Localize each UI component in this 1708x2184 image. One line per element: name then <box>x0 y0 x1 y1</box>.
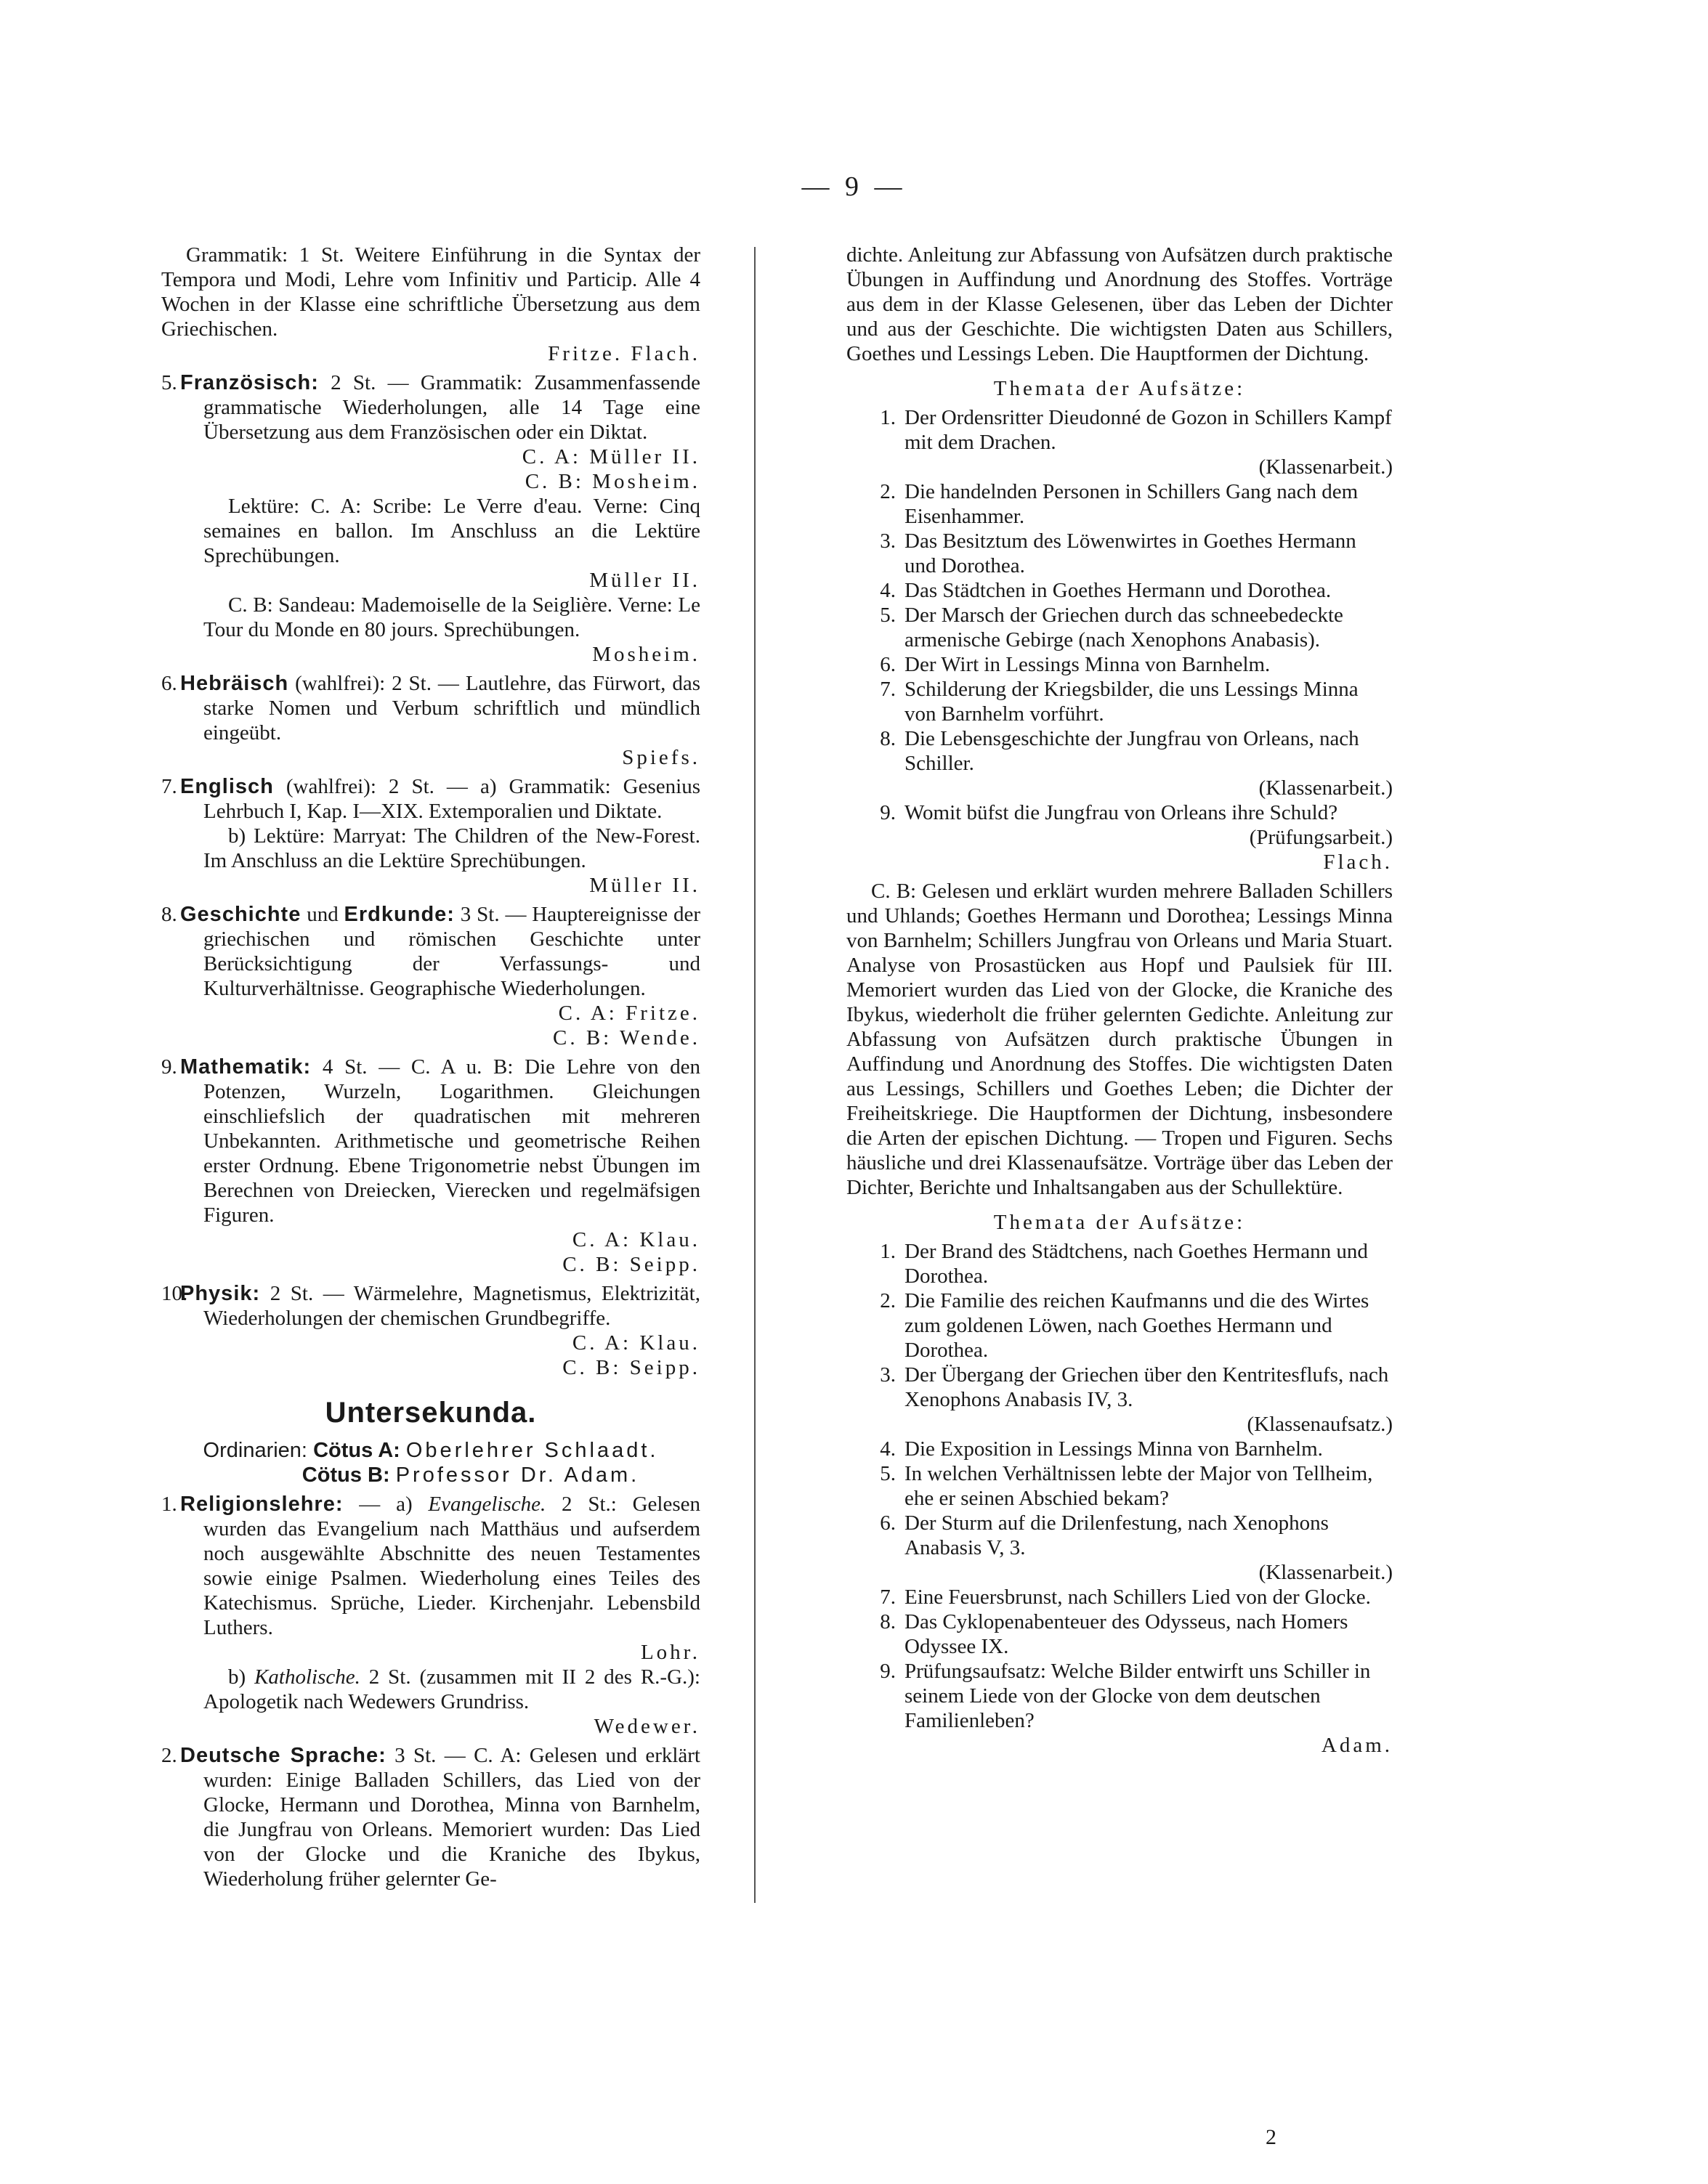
section-heading: Englisch <box>180 775 274 798</box>
section-heading: Französisch: <box>180 371 319 394</box>
essay-title: Der Sturm auf die Drilenfestung, nach Xenophons Anabasis V, 3. <box>904 1511 1329 1559</box>
essay-note: (Klassenarbeit.) <box>1258 455 1393 479</box>
signature-mark: 2 <box>1266 2125 1276 2149</box>
teacher-name: Müller II. <box>589 569 700 592</box>
section-subheading: Katholische. <box>254 1665 360 1689</box>
section-number: 9. <box>161 1055 177 1079</box>
section-text: b) <box>228 1665 255 1689</box>
essay-number: 7. <box>880 678 896 701</box>
teacher-name: C. B: Wende. <box>552 1026 700 1050</box>
section-text: (wahlfrei): 2 St. — Lautlehre, das Fürwort, das starke Nomen und Verbum schriftlich und mündlich eingeübt. <box>203 672 700 744</box>
essay-item <box>846 1585 1393 1609</box>
grammatik-paragraph: Grammatik: 1 St. Weitere Einführung in die Syntax der Tempora und Modi, Lehre vom Infinitiv und Particip. Alle 4 Wochen in der Klasse eine schriftliche Übersetzung aus dem Griechischen. <box>161 243 700 341</box>
essay-title: Der Ordensritter Dieudonné de Gozon in Schillers Kampf mit dem Drachen. <box>904 406 1392 454</box>
essay-item <box>846 479 1393 529</box>
coetus-a-value: Oberlehrer Schlaadt. <box>405 1439 659 1462</box>
essay-item <box>846 405 1393 479</box>
essay-title: Der Brand des Städtchens, nach Goethes Hermann und Dorothea. <box>904 1240 1368 1288</box>
teacher-name: C. A: Fritze. <box>558 1002 700 1025</box>
essay-title: In welchen Verhältnissen lebte der Major von Tellheim, ehe er seinen Abschied bekam? <box>904 1462 1373 1510</box>
essay-number: 4. <box>880 579 896 602</box>
teacher-name: Mosheim. <box>592 643 700 666</box>
essay-number: 2. <box>880 1289 896 1312</box>
deutsch-continuation: dichte. Anleitung zur Abfassung von Aufsätzen durch praktische Übungen in Auffindung und Anordnung des Stoffes. Vorträge aus dem in der Klasse Gelesenen, über das Leben der Dichter und aus der Geschichte. Die wichtigsten Daten aus Schillers, Goethes und Lessings Leben. Die Hauptformen der Dichtung. <box>846 243 1393 365</box>
section-text: 2 St. (zusammen mit II 2 des R.-G.): Apologetik nach Wedewers Grundriss. <box>203 1665 700 1713</box>
englisch-lektuere: b) Lektüre: Marryat: The Children of the New-Forest. Im Anschluss an die Lektüre Sprechübungen. <box>203 824 700 872</box>
section-heading: Erdkunde: <box>344 903 455 926</box>
teacher-name: Spiefs. <box>622 746 700 769</box>
themata-title: Themata der Aufsätze: <box>993 377 1246 400</box>
essay-item <box>846 603 1393 652</box>
essay-item <box>846 1288 1393 1363</box>
section-geschichte <box>161 902 700 1050</box>
page-number: — 9 — <box>801 171 907 202</box>
themata-title: Themata der Aufsätze: <box>993 1211 1246 1234</box>
section-heading: Geschichte <box>180 903 301 926</box>
essay-title: Die Familie des reichen Kaufmanns und die des Wirtes zum goldenen Löwen, nach Goethes Hermann und Dorothea. <box>904 1289 1369 1362</box>
lektuere-a: Lektüre: C. A: Scribe: Le Verre d'eau. Verne: Cinq semaines en ballon. Im Anschluss an die Lektüre Sprechübungen. <box>203 495 700 567</box>
section-number: 5. <box>161 371 177 394</box>
essay-note: (Klassenarbeit.) <box>1258 1561 1393 1584</box>
essay-title: Schilderung der Kriegsbilder, die uns Lessings Minna von Barnhelm vorführt. <box>904 678 1359 726</box>
section-heading: Physik: <box>180 1282 261 1305</box>
section-text: 2 St. — Wärmelehre, Magnetismus, Elektrizität, Wiederholungen der chemischen Grundbegriffe. <box>203 1282 700 1330</box>
teacher-name: C. A: Klau. <box>572 1228 700 1251</box>
section-franzoesisch <box>161 370 700 667</box>
coetus-b-label: Cötus B: <box>301 1464 390 1487</box>
coetus-a-label: Cötus A: <box>313 1439 400 1462</box>
section-religionslehre <box>161 1492 700 1739</box>
column-divider <box>754 247 756 1903</box>
essay-number: 3. <box>880 529 896 553</box>
essay-title: Das Cyklopenabenteuer des Odysseus, nach Homers Odyssee IX. <box>904 1610 1348 1658</box>
essay-item <box>846 1363 1393 1437</box>
section-number: 2. <box>161 1744 177 1767</box>
teacher-name: C. B: Mosheim. <box>525 470 700 493</box>
essay-number: 8. <box>880 1610 896 1633</box>
essay-number: 9. <box>880 1660 896 1683</box>
section-deutsche-sprache <box>161 1743 700 1891</box>
essay-number: 8. <box>880 727 896 750</box>
essay-number: 9. <box>880 801 896 824</box>
section-text: 3 St. — Hauptereignisse der griechischen und römischen Geschichte unter Berücksichtigung der Verfassungs- und Kulturverhältnisse. Geographische Wiederholungen. <box>203 903 700 1000</box>
essay-number: 3. <box>880 1363 896 1387</box>
essay-item <box>846 1659 1393 1733</box>
essay-item <box>846 677 1393 726</box>
ordinarien-label: Ordinarien: <box>203 1439 307 1462</box>
essay-item <box>846 529 1393 578</box>
coetus-b-deutsch: C. B: Gelesen und erklärt wurden mehrere Balladen Schillers und Uhlands; Goethes Hermann und Dorothea; Lessings Minna von Barnhelm; Schillers Jungfrau von Orleans und Maria Stuart. Analyse von Prosastücken aus Hopf und Paulsiek für III. Memoriert wurden das Lied von der Glocke, die Kraniche des Ibykus, wiederholt die früher gelernten Gedichte. Anleitung zur Abfassung von Aufsätzen durch praktische Übungen in Auffindung und Anordnung des Stoffes. Die wichtigsten Daten aus Lessings, Schillers und Goethes Leben; die Dichter der Freiheitskriege. Die Hauptformen der Dichtung, insbesondere die Arten der epischen Dichtung. — Tropen und Figuren. Sechs häusliche und drei Klassenaufsätze. Vorträge über das Leben der Dichter, Berichte und Inhaltsangaben aus der Schullektüre. <box>846 880 1393 1199</box>
essay-item <box>846 1461 1393 1511</box>
essay-item <box>846 652 1393 677</box>
section-number: 10. <box>161 1282 188 1305</box>
section-title-untersekunda: Untersekunda. <box>325 1397 537 1429</box>
essay-title: Der Marsch der Griechen durch das schneebedeckte armenische Gebirge (nach Xenophons Anabasis). <box>904 604 1343 651</box>
essay-number: 1. <box>880 406 896 429</box>
ordinarien <box>161 1438 700 1487</box>
section-text: 4 St. — C. A u. B: Die Lehre von den Potenzen, Wurzeln, Logarithmen. Gleichungen einschliefslich der quadratischen mit mehreren Unbekannten. Arithmetische und geometrische Reihen erster Ordnung. Ebene Trigonometrie nebst Übungen im Berechnen von Dreiecken, Vierecken und regelmäfsigen Figuren. <box>203 1055 700 1227</box>
section-heading: Religionslehre: <box>180 1493 344 1516</box>
teacher-name: Lohr. <box>640 1641 700 1664</box>
religion-katholisch <box>203 1665 700 1714</box>
section-number: 8. <box>161 903 177 926</box>
essay-title: Die handelnden Personen in Schillers Gang nach dem Eisenhammer. <box>904 480 1359 528</box>
essay-list <box>846 405 1393 850</box>
essay-title: Prüfungsaufsatz: Welche Bilder entwirft uns Schiller in seinem Liede von der Glocke von dem deutschen Familienleben? <box>904 1660 1371 1732</box>
teacher-name: Adam. <box>1321 1734 1393 1757</box>
section-text: 2 St.: Gelesen wurden das Evangelium nach Matthäus und aufserdem noch ausgewählte Abschnitte des neuen Testamentes sowie einige Psalmen. Wiederholung eines Teiles des Katechismus. Sprüche, Lieder. Kirchenjahr. Lebensbild Luthers. <box>203 1493 700 1639</box>
essay-item <box>846 1511 1393 1585</box>
section-englisch <box>161 774 700 898</box>
lektuere-b: C. B: Sandeau: Mademoiselle de la Seiglière. Verne: Le Tour du Monde en 80 jours. Sprechübungen. <box>203 593 700 641</box>
essay-note: (Klassenaufsatz.) <box>1247 1413 1393 1436</box>
section-connector: und <box>301 903 344 926</box>
essay-item <box>846 578 1393 603</box>
essay-number: 6. <box>880 1511 896 1535</box>
essay-note: (Klassenarbeit.) <box>1258 776 1393 800</box>
section-text: 2 St. — Grammatik: Zusammenfassende grammatische Wiederholungen, alle 14 Tage eine Übersetzung aus dem Französischen oder ein Diktat. <box>203 371 700 444</box>
section-number: 1. <box>161 1493 177 1516</box>
section-heading: Hebräisch <box>180 672 289 695</box>
section-number: 7. <box>161 775 177 798</box>
essay-item <box>846 1437 1393 1461</box>
essay-title: Die Exposition in Lessings Minna von Barnhelm. <box>904 1437 1323 1461</box>
essay-number: 7. <box>880 1586 896 1609</box>
left-column <box>161 243 700 1891</box>
teacher-name: Müller II. <box>589 874 700 897</box>
section-heading: Mathematik: <box>180 1055 312 1079</box>
essay-title: Das Städtchen in Goethes Hermann und Dorothea. <box>904 579 1332 602</box>
section-number: 6. <box>161 672 177 695</box>
essay-title: Der Übergang der Griechen über den Kentritesflufs, nach Xenophons Anabasis IV, 3. <box>904 1363 1389 1411</box>
essay-title: Der Wirt in Lessings Minna von Barnhelm. <box>904 653 1271 676</box>
section-text: (wahlfrei): 2 St. — a) Grammatik: Gesenius Lehrbuch I, Kap. I—XIX. Extemporalien und Diktate. <box>203 775 700 823</box>
essay-item <box>846 1609 1393 1659</box>
teacher-name: Wedewer. <box>594 1715 700 1738</box>
section-hebraeisch <box>161 671 700 770</box>
section-text: 3 St. — C. A: Gelesen und erklärt wurden: Einige Balladen Schillers, das Lied von der Glocke, Hermann und Dorothea, Minna von Barnhelm, die Jungfrau von Orleans. Memoriert wurden: Das Lied von der Glocke und die Kraniche des Ibykus, Wiederholung früher gelernter Ge- <box>203 1744 700 1891</box>
section-subheading: Evangelische. <box>428 1493 546 1516</box>
teacher-name: Fritze. Flach. <box>548 342 700 365</box>
essay-title: Das Besitztum des Löwenwirtes in Goethes Hermann und Dorothea. <box>904 529 1356 577</box>
teacher-name: C. A: Müller II. <box>522 445 700 468</box>
section-mathematik <box>161 1055 700 1277</box>
teacher-name: C. B: Seipp. <box>562 1356 700 1379</box>
essay-item <box>846 800 1393 850</box>
teacher-name: C. A: Klau. <box>572 1331 700 1355</box>
section-physik <box>161 1281 700 1380</box>
teacher-name: Flach. <box>1323 851 1393 874</box>
essay-number: 5. <box>880 1462 896 1485</box>
essay-list <box>846 1239 1393 1733</box>
essay-number: 1. <box>880 1240 896 1263</box>
teacher-name: C. B: Seipp. <box>562 1253 700 1276</box>
essay-number: 6. <box>880 653 896 676</box>
section-text: — a) <box>343 1493 429 1516</box>
essay-item <box>846 726 1393 800</box>
essay-number: 4. <box>880 1437 896 1461</box>
essay-item <box>846 1239 1393 1288</box>
right-column <box>846 243 1393 1758</box>
essay-note: (Prüfungsarbeit.) <box>1249 826 1393 849</box>
essay-title: Eine Feuersbrunst, nach Schillers Lied von der Glocke. <box>904 1586 1371 1609</box>
essay-number: 2. <box>880 480 896 503</box>
coetus-b-value: Professor Dr. Adam. <box>395 1464 640 1487</box>
section-heading: Deutsche Sprache: <box>180 1744 386 1767</box>
essay-number: 5. <box>880 604 896 627</box>
essay-title: Die Lebensgeschichte der Jungfrau von Orleans, nach Schiller. <box>904 727 1359 775</box>
essay-title: Womit büfst die Jungfrau von Orleans ihre Schuld? <box>904 801 1338 824</box>
